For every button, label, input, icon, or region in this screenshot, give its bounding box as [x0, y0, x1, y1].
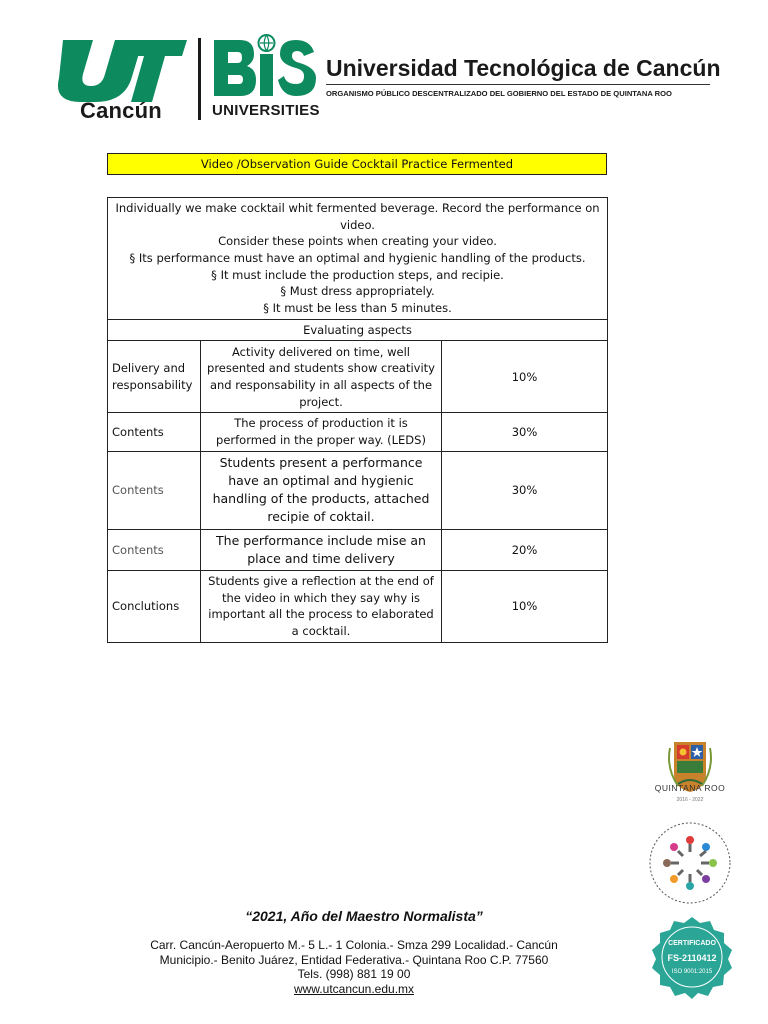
quintana-roo-emblem	[648, 728, 732, 808]
instruction-line: Consider these points when creating your video.	[218, 234, 497, 249]
percent-cell: 20%	[442, 529, 608, 570]
norma-igualdad-seal	[645, 818, 735, 908]
percent-cell: 30%	[442, 413, 608, 451]
description-cell: Students present a performance have an optimal and hygienic handling of the products, attached recipie of coktail.	[201, 451, 442, 529]
aspect-cell: Conclutions	[108, 570, 201, 642]
table-row	[108, 570, 608, 642]
evaluating-header-row	[108, 319, 608, 341]
cert-iso: ISO 9001:2015	[671, 969, 713, 975]
bis-universities-logo	[210, 32, 320, 102]
bis-universities-label: UNIVERSITIES	[212, 102, 320, 119]
instruction-line: Individually we make cocktail whit fermented beverage. Record the performance on video.	[115, 201, 600, 232]
instructions-cell	[108, 198, 608, 320]
table-row	[108, 529, 608, 570]
aspect-cell: Contents	[108, 529, 201, 570]
university-name: Universidad Tecnológica de Cancún	[326, 55, 721, 81]
phone-line: Tels. (998) 881 19 00	[297, 967, 411, 981]
cert-code: FS-2110412	[667, 953, 717, 963]
university-underline	[326, 84, 710, 85]
table-row	[108, 341, 608, 413]
table-row	[108, 451, 608, 529]
instruction-line: § It must be less than 5 minutes.	[263, 301, 452, 316]
observation-guide-table	[107, 197, 608, 643]
percent-cell: 10%	[442, 341, 608, 413]
aspect-cell: Contents	[108, 451, 201, 529]
evaluating-header: Evaluating aspects	[108, 319, 608, 341]
instruction-line: § It must include the production steps, and recipie.	[211, 267, 504, 282]
quintana-roo-years: 2016 - 2022	[676, 797, 704, 803]
percent-cell: 30%	[442, 451, 608, 529]
footer-address	[0, 938, 708, 996]
ut-campus-label: Cancún	[80, 98, 162, 123]
description-cell: The performance include mise an place and time delivery	[201, 529, 442, 570]
quintana-roo-label: QUINTANA ROO	[654, 783, 726, 793]
aspect-cell: Contents	[108, 413, 201, 451]
description-cell: Students give a reflection at the end of the video in which they say why is important all the process to elaborated a cocktail.	[201, 570, 442, 642]
website-link[interactable]: www.utcancun.edu.mx	[293, 981, 415, 996]
address-line: Carr. Cancún-Aeropuerto M.- 5 L.- 1 Colonia.- Smza 299 Localidad.- Cancún	[150, 938, 558, 952]
aspect-cell: Delivery and responsability	[108, 341, 201, 413]
header-divider	[198, 38, 201, 120]
cert-label: CERTIFICADO	[668, 940, 716, 947]
percent-cell: 10%	[442, 570, 608, 642]
address-line: Municipio.- Benito Juárez, Entidad Federativa.- Quintana Roo C.P. 77560	[159, 952, 549, 967]
description-cell: Activity delivered on time, well presented and students show creativity and responsability in all aspects of the project.	[201, 341, 442, 413]
instruction-line: § Its performance must have an optimal and hygienic handling of the products.	[129, 251, 586, 266]
page-header	[0, 0, 768, 130]
footer-motto: “2021, Año del Maestro Normalista”	[245, 908, 483, 924]
description-cell: The process of production it is performed in the proper way. (LEDS)	[201, 413, 442, 451]
university-subtitle: ORGANISMO PÚBLICO DESCENTRALIZADO DEL GOBIERNO DEL ESTADO DE QUINTANA ROO	[326, 89, 672, 98]
instruction-line: § Must dress appropriately.	[280, 284, 435, 299]
table-row	[108, 413, 608, 451]
document-title: Video /Observation Guide Cocktail Practice Fermented	[107, 153, 607, 175]
instructions-row	[108, 198, 608, 320]
